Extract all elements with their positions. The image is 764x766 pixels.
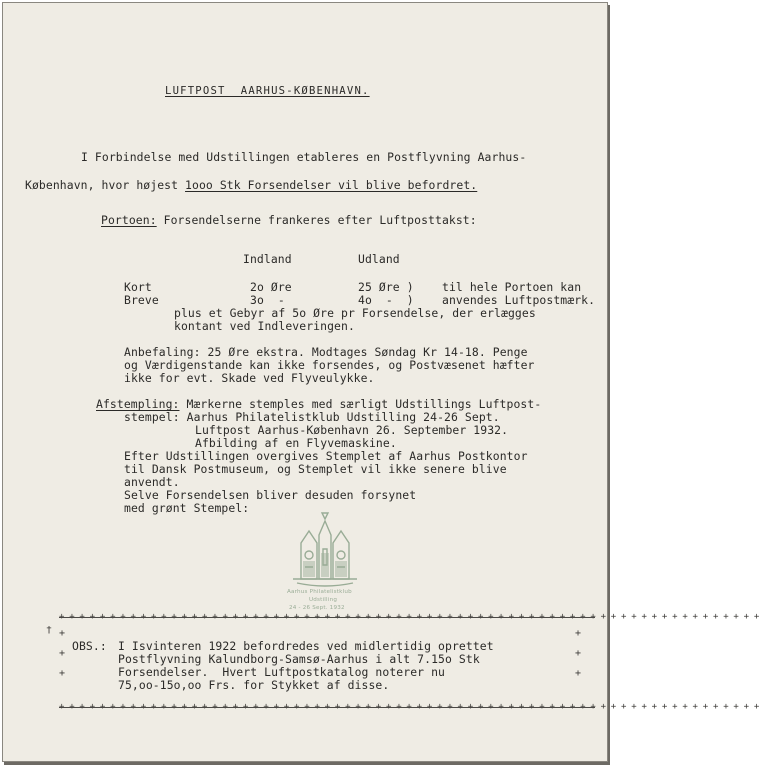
obs-label: OBS.: [72,639,107,653]
afstempling-line-9: med grønt Stempel: [124,501,250,515]
intro-line-2-underlined: 1ooo Stk Forsendelser vil blive befordret. [185,178,478,192]
afstempling-label: Afstempling: [96,397,180,411]
rate-row-item: Breve [124,293,159,307]
rate-row-note: til hele Portoen kan [442,280,582,294]
afstempling-text: Mærkerne stemples med særligt Udstillings Luftpost- [179,397,542,411]
rate-row-inland: 2o Øre [250,280,292,294]
afstempling-line-4: Afbilding af en Flyvemaskine. [195,436,397,450]
rate-row-abroad: 25 Øre ) [358,280,414,294]
page-title: LUFTPOST AARHUS-KØBENHAVN. [165,85,370,97]
city-crest-icon [279,509,371,587]
afstempling-line-3: Luftpost Aarhus-København 26. September 1932. [195,423,509,437]
box-top-rule [59,617,595,619]
margin-mark-icon: † [46,625,53,636]
col-header-inland: Indland [243,252,292,266]
box-left-marks: + + + [59,628,66,679]
rate-row-abroad: 4o - ) [358,293,414,307]
stamp-text-1: Aarhus Philatelistklub [287,589,352,595]
afstempling-line-5: Efter Udstillingen overgives Stemplet af Aarhus Postkontor [124,449,528,463]
col-header-abroad: Udland [358,252,400,266]
obs-line-1: I Isvinteren 1922 befordredes ved midlertidig oprettet [118,639,494,653]
box-top-border: +++++++++++++++++++++++++++++++++++++++++++++++++++++++++++++++++++++ [59,612,764,622]
fee-line-1: plus et Gebyr af 5o Øre pr Forsendelse, der erlægges [174,306,536,320]
anbefaling-line-2: og Værdigenstande kan ikke forsendes, og Postvæsenet hæfter [124,358,535,372]
fee-line-2: kontant ved Indleveringen. [174,319,355,333]
box-bottom-border: +++++++++++++++++++++++++++++++++++++++++++++++++++++++++++++++++++++ [59,702,764,712]
rate-row-inland: 3o - [250,293,285,307]
afstempling-line-6: til Dansk Postmuseum, og Stemplet vil ikke senere blive [124,462,507,476]
box-right-marks: + + + [575,628,582,679]
intro-line-2 [25,179,477,192]
obs-line-3: Forsendelser. Hvert Luftpostkatalog noterer nu [118,665,446,679]
anbefaling-line-3: ikke for evt. Skade ved Flyveulykke. [124,371,375,385]
afstempling-line-8: Selve Forsendelsen bliver desuden forsynet [124,488,417,502]
stamp-text-3: 24 - 26 Sept. 1932 [289,605,345,611]
afstempling-line-7: anvendt. [124,475,180,489]
intro-line-2-start: København, hvor højest [25,178,186,192]
document-page [2,2,764,762]
rate-row-item: Kort [124,280,152,294]
green-stamp-seal [279,509,371,617]
portoen-text: Forsendelserne frankeres efter Luftposttakst: [156,213,477,227]
anbefaling-line-1: Anbefaling: 25 Øre ekstra. Modtages Søndag Kr 14-18. Penge [124,345,528,359]
portoen-line [101,214,477,227]
rate-row-note: anvendes Luftpostmærk. [442,293,596,307]
stamp-text-2: Udstilling [309,597,338,603]
portoen-label: Portoen: [101,213,157,227]
intro-line-1: I Forbindelse med Udstillingen etableres en Postflyvning Aarhus- [81,150,527,164]
afstempling-line-2: stempel: Aarhus Philatelistklub Udstilling 24-26 Sept. [124,410,500,424]
obs-line-2: Postflyvning Kalundborg-Samsø-Aarhus i alt 7.15o Stk [118,652,480,666]
box-bottom-rule [59,707,595,709]
obs-line-4: 75,oo-15o,oo Frs. for Stykket af disse. [118,678,390,692]
